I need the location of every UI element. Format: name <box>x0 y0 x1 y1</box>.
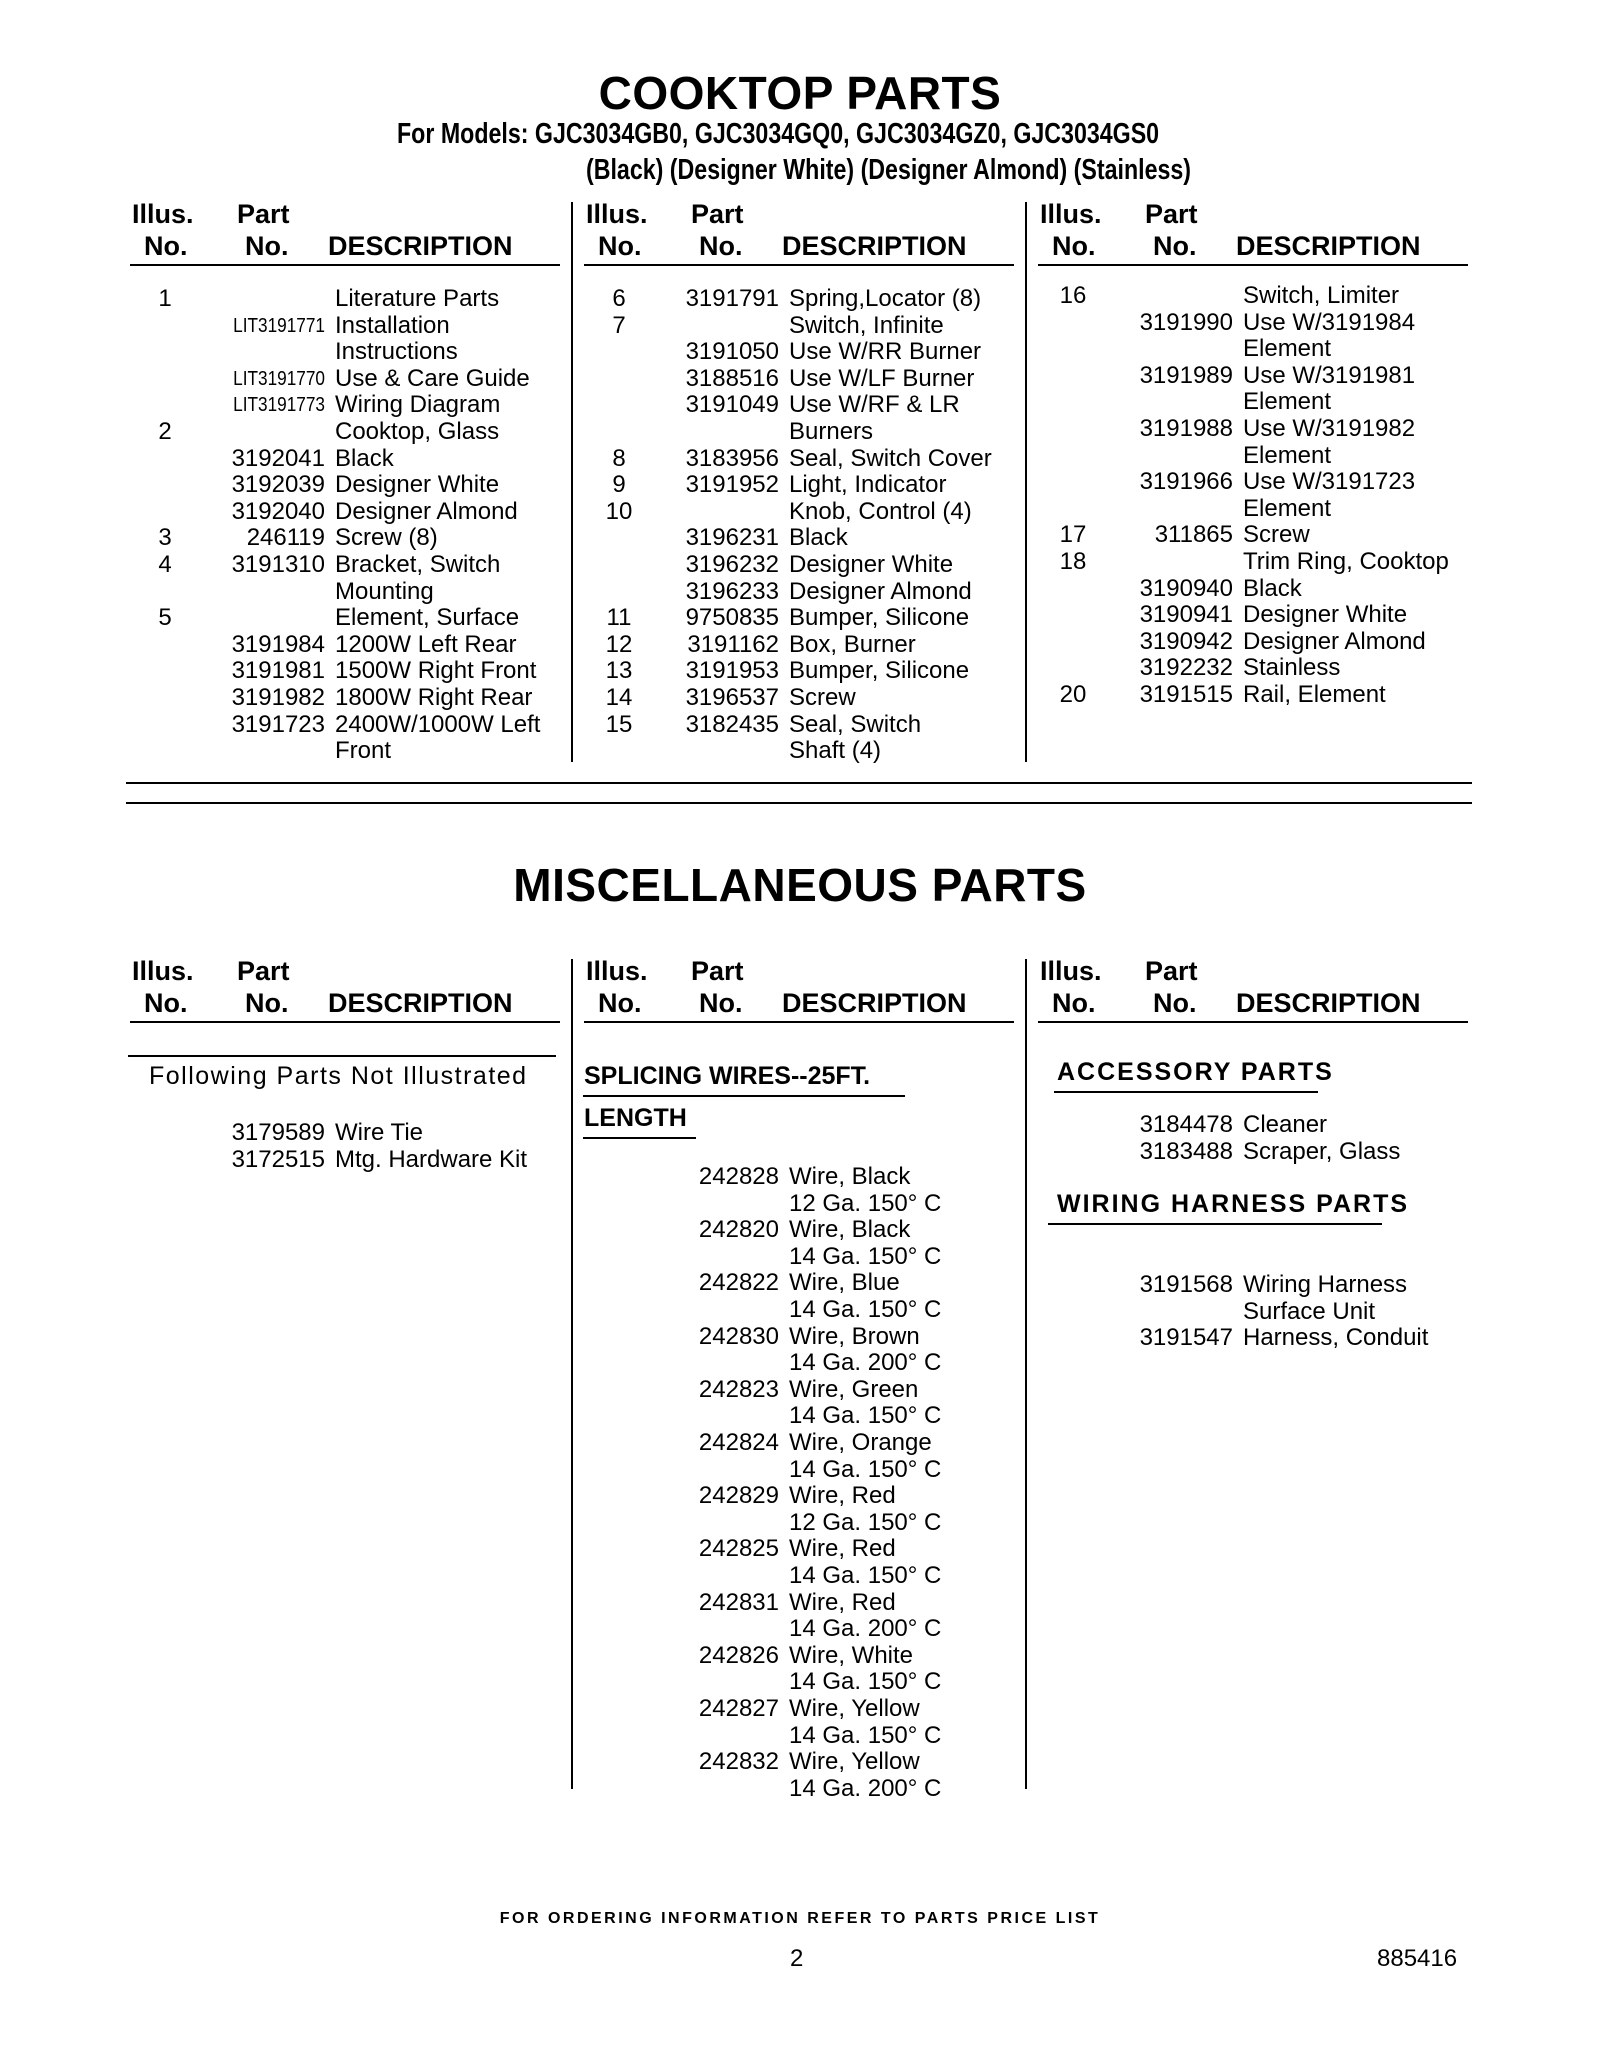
part-description: 14 Ga. 200° C <box>789 1615 942 1643</box>
misc-col2-header <box>584 955 1014 1025</box>
part-description: 12 Ga. 150° C <box>789 1508 942 1536</box>
part-description: Wire, Red <box>789 1588 896 1616</box>
cooktop-col3-header <box>1038 198 1468 268</box>
part-number: 3191952 <box>685 471 779 499</box>
header-description: DESCRIPTION <box>782 231 967 261</box>
part-description: Black <box>335 444 394 472</box>
part-number: 311865 <box>1154 521 1233 549</box>
part-number: 242831 <box>698 1588 779 1616</box>
illus-number: 4 <box>158 551 172 578</box>
header-description: DESCRIPTION <box>328 988 513 1018</box>
part-description: Cleaner <box>1243 1111 1328 1138</box>
ordering-note: FOR ORDERING INFORMATION REFER TO PARTS PRICE LIST <box>499 1910 1101 1927</box>
part-number: 3190940 <box>1139 574 1233 602</box>
part-number: 3191989 <box>1139 361 1233 389</box>
header-illus-no: No. <box>144 231 188 261</box>
header-rule <box>130 264 560 266</box>
part-description: Element, Surface <box>335 604 520 632</box>
part-description: Harness, Conduit <box>1243 1324 1429 1352</box>
part-description: 2400W/1000W Left <box>335 710 541 738</box>
part-number: 246119 <box>246 524 325 552</box>
misc-parts-title: MISCELLANEOUS PARTS <box>513 859 1087 911</box>
header-part: Part <box>691 199 744 229</box>
illus-number: 12 <box>605 630 633 658</box>
illus-number: 6 <box>612 285 626 312</box>
illus-number: 17 <box>1059 521 1087 549</box>
header-part-no: No. <box>1153 231 1197 261</box>
column-divider <box>1025 959 1027 1789</box>
part-description: Wire, Brown <box>789 1322 920 1350</box>
part-description: Use W/3191982 <box>1243 415 1416 442</box>
part-description: Stainless <box>1243 654 1341 682</box>
part-number: 3192041 <box>231 444 325 472</box>
header-description: DESCRIPTION <box>1236 231 1421 261</box>
part-description: Wire Tie <box>335 1119 424 1146</box>
colors-line: (Black) (Designer White) (Designer Almond) (Stainless) <box>586 154 1192 186</box>
illus-number: 20 <box>1059 681 1087 708</box>
header-illus-no: No. <box>598 988 642 1018</box>
splicing-label: SPLICING WIRES--25FT. <box>584 1062 871 1090</box>
part-number: 3192039 <box>231 471 325 499</box>
header-illus-no: No. <box>1052 988 1096 1018</box>
part-number: LIT3191770 <box>233 367 325 390</box>
header-part: Part <box>237 199 290 229</box>
illus-number: 14 <box>605 684 633 711</box>
part-description: Designer White <box>335 471 500 499</box>
part-number: 242825 <box>698 1535 779 1563</box>
part-description: Use & Care Guide <box>335 364 530 392</box>
illus-number: 13 <box>605 657 633 685</box>
illus-number: 9 <box>612 471 626 499</box>
part-description: Rail, Element <box>1243 681 1386 708</box>
cooktop-parts-title: COOKTOP PARTS <box>598 67 1002 119</box>
part-description: Surface Unit <box>1243 1297 1376 1325</box>
header-part-no: No. <box>699 988 743 1018</box>
misc-col3-header <box>1038 955 1468 1025</box>
part-number: 3191049 <box>685 391 779 419</box>
part-number: 3191310 <box>231 551 325 578</box>
part-description: Element <box>1243 388 1332 416</box>
header-rule <box>130 1021 560 1023</box>
illus-number: 10 <box>605 497 633 525</box>
part-description: Mtg. Hardware Kit <box>335 1145 528 1173</box>
part-number: 3191791 <box>685 285 779 312</box>
part-description: Front <box>335 737 392 765</box>
part-description: 14 Ga. 150° C <box>789 1402 942 1430</box>
header-part-no: No. <box>245 988 289 1018</box>
part-description: Instructions <box>335 338 458 366</box>
header-part: Part <box>1145 956 1198 986</box>
header-illus-no: No. <box>1052 231 1096 261</box>
splicing-label-length: LENGTH <box>584 1104 687 1132</box>
header-description: DESCRIPTION <box>782 988 967 1018</box>
part-number: 3188516 <box>685 364 779 392</box>
part-number: 242822 <box>698 1269 779 1297</box>
part-description: Seal, Switch <box>789 710 922 738</box>
part-description: 1500W Right Front <box>335 657 537 685</box>
part-description: 14 Ga. 150° C <box>789 1721 942 1749</box>
header-rule <box>1038 1021 1468 1023</box>
part-description: Bumper, Silicone <box>789 657 970 685</box>
wiring-harness-label: WIRING HARNESS PARTS <box>1057 1190 1410 1218</box>
part-description: Wiring Diagram <box>335 391 501 419</box>
part-number: 3183956 <box>685 444 779 472</box>
part-number: 3191547 <box>1139 1324 1233 1352</box>
part-number: 3196232 <box>685 551 779 578</box>
part-description: Black <box>1243 574 1302 602</box>
part-description: Designer Almond <box>335 497 518 525</box>
part-description: Element <box>1243 494 1332 522</box>
part-description: Mounting <box>335 577 434 605</box>
part-number: 3191981 <box>231 657 325 685</box>
part-number: 242828 <box>698 1163 779 1190</box>
section-divider <box>126 782 1472 784</box>
part-description: 14 Ga. 150° C <box>789 1668 942 1696</box>
part-description: Shaft (4) <box>789 737 882 765</box>
part-description: Wire, Green <box>789 1375 919 1403</box>
illus-number: 1 <box>158 285 172 312</box>
part-description: 1800W Right Rear <box>335 684 533 711</box>
part-number: 3191515 <box>1139 681 1233 708</box>
header-illus: Illus. <box>586 199 648 229</box>
column-divider <box>571 202 573 762</box>
part-description: Literature Parts <box>335 285 500 312</box>
part-description: 14 Ga. 150° C <box>789 1562 942 1589</box>
part-number: 3196231 <box>685 524 779 552</box>
header-illus: Illus. <box>586 956 648 986</box>
part-number: 242830 <box>698 1322 779 1350</box>
part-number: 3191953 <box>685 657 779 685</box>
header-rule <box>1038 264 1468 266</box>
part-description: Use W/LF Burner <box>789 364 975 392</box>
header-rule <box>584 264 1014 266</box>
part-description: Seal, Switch Cover <box>789 444 992 472</box>
header-description: DESCRIPTION <box>1236 988 1421 1018</box>
part-number: LIT3191771 <box>233 314 325 337</box>
part-description: Use W/3191723 <box>1243 468 1416 496</box>
part-description: Wiring Harness <box>1243 1271 1408 1298</box>
part-number: 3191723 <box>231 710 325 738</box>
part-number: 242823 <box>698 1375 779 1403</box>
part-number: 3184478 <box>1139 1111 1233 1138</box>
part-number: 3179589 <box>231 1119 325 1146</box>
part-description: Trim Ring, Cooktop <box>1243 548 1449 575</box>
part-description: 14 Ga. 150° C <box>789 1455 942 1483</box>
part-number: 3183488 <box>1139 1137 1233 1165</box>
illus-number: 3 <box>158 524 172 552</box>
part-description: Use W/RR Burner <box>789 338 982 366</box>
header-rule <box>584 1021 1014 1023</box>
header-part-no: No. <box>245 231 289 261</box>
header-illus: Illus. <box>132 199 194 229</box>
cooktop-col2-header <box>584 198 1014 268</box>
part-number: 242824 <box>698 1429 779 1456</box>
part-number: 3191050 <box>685 338 779 366</box>
illus-number: 2 <box>158 418 172 445</box>
part-description: Knob, Control (4) <box>789 497 972 525</box>
part-number: 3190941 <box>1139 601 1233 629</box>
cooktop-col1-header <box>130 198 560 268</box>
part-description: Wire, Black <box>789 1216 911 1244</box>
part-description: Scraper, Glass <box>1243 1137 1401 1165</box>
part-description: Wire, White <box>789 1641 914 1669</box>
header-illus: Illus. <box>1040 956 1102 986</box>
header-part: Part <box>237 956 290 986</box>
illus-number: 18 <box>1059 548 1087 575</box>
accessory-parts-label: ACCESSORY PARTS <box>1057 1058 1334 1086</box>
part-description: Screw (8) <box>335 524 438 552</box>
part-number: 242827 <box>698 1695 779 1722</box>
illus-number: 8 <box>612 444 626 472</box>
header-part-no: No. <box>699 231 743 261</box>
section-divider <box>126 802 1472 804</box>
misc-col1-header <box>130 955 560 1025</box>
part-number: 3191162 <box>687 630 779 658</box>
header-illus-no: No. <box>598 231 642 261</box>
header-illus: Illus. <box>132 956 194 986</box>
part-description: 1200W Left Rear <box>335 630 517 658</box>
header-description: DESCRIPTION <box>328 231 513 261</box>
part-description: 14 Ga. 200° C <box>789 1774 942 1802</box>
models-line: For Models: GJC3034GB0, GJC3034GQ0, GJC3034GZ0, GJC3034GS0 <box>397 118 1160 150</box>
part-description: Designer Almond <box>789 577 972 605</box>
part-number: 3192040 <box>231 497 325 525</box>
part-description: Installation <box>335 311 450 339</box>
part-number: 3172515 <box>231 1145 325 1173</box>
part-description: Wire, Black <box>789 1163 911 1190</box>
header-illus: Illus. <box>1040 199 1102 229</box>
page-number: 2 <box>790 1945 804 1972</box>
part-number: 242826 <box>698 1641 779 1669</box>
part-description: Use W/RF & LR <box>789 391 960 419</box>
label-rule <box>128 1055 556 1057</box>
part-number: 242832 <box>698 1748 779 1776</box>
not-illustrated-label: Following Parts Not Illustrated <box>149 1062 528 1090</box>
document-number: 885416 <box>1377 1945 1458 1972</box>
part-number: 3191966 <box>1139 468 1233 496</box>
part-description: Designer Almond <box>1243 627 1426 655</box>
part-number: 3190942 <box>1139 627 1233 655</box>
part-description: Bumper, Silicone <box>789 604 970 632</box>
part-number: 3182435 <box>685 710 779 738</box>
part-description: Box, Burner <box>789 630 916 658</box>
header-illus-no: No. <box>144 988 188 1018</box>
part-description: Wire, Red <box>789 1535 896 1563</box>
part-description: Screw <box>1243 521 1310 549</box>
part-number: 3191990 <box>1139 308 1233 336</box>
illus-number: 16 <box>1059 282 1087 309</box>
part-description: Designer White <box>789 551 954 578</box>
part-description: Wire, Blue <box>789 1269 900 1297</box>
part-description: Use W/3191984 <box>1243 308 1416 336</box>
part-description: Use W/3191981 <box>1243 361 1416 389</box>
part-description: Black <box>789 524 848 552</box>
part-description: Designer White <box>1243 601 1408 629</box>
part-description: Screw <box>789 684 856 711</box>
part-number: 242820 <box>698 1216 779 1244</box>
part-number: LIT3191773 <box>233 394 325 417</box>
part-number: 3191984 <box>231 630 325 658</box>
part-description: Wire, Red <box>789 1482 896 1510</box>
illus-number: 5 <box>158 604 172 632</box>
part-number: 3191568 <box>1139 1271 1233 1298</box>
part-number: 3191982 <box>231 684 325 711</box>
header-part: Part <box>1145 199 1198 229</box>
illus-number: 11 <box>606 604 632 632</box>
part-description: 12 Ga. 150° C <box>789 1189 942 1217</box>
part-description: Spring,Locator (8) <box>789 285 982 312</box>
header-part-no: No. <box>1153 988 1197 1018</box>
part-number: 3196537 <box>685 684 779 711</box>
part-description: Bracket, Switch <box>335 551 501 578</box>
part-description: Wire, Yellow <box>789 1695 920 1722</box>
part-description: 14 Ga. 150° C <box>789 1242 942 1270</box>
part-number: 242829 <box>698 1482 779 1510</box>
header-part: Part <box>691 956 744 986</box>
part-number: 9750835 <box>685 604 779 632</box>
part-number: 3192232 <box>1139 654 1233 682</box>
part-description: Wire, Orange <box>789 1429 932 1456</box>
column-divider <box>1025 202 1027 762</box>
illus-number: 7 <box>612 311 626 339</box>
part-description: Cooktop, Glass <box>335 418 500 445</box>
part-number: 3191988 <box>1139 415 1233 442</box>
part-description: Burners <box>789 418 874 445</box>
part-description: Switch, Infinite <box>789 311 944 339</box>
part-description: 14 Ga. 150° C <box>789 1296 942 1323</box>
part-number: 3196233 <box>685 577 779 605</box>
part-description: Element <box>1243 441 1332 469</box>
part-description: 14 Ga. 200° C <box>789 1349 942 1377</box>
column-divider <box>571 959 573 1789</box>
part-description: Wire, Yellow <box>789 1748 920 1776</box>
part-description: Element <box>1243 335 1332 363</box>
illus-number: 15 <box>605 710 633 738</box>
part-description: Light, Indicator <box>789 471 947 499</box>
part-description: Switch, Limiter <box>1243 282 1400 309</box>
